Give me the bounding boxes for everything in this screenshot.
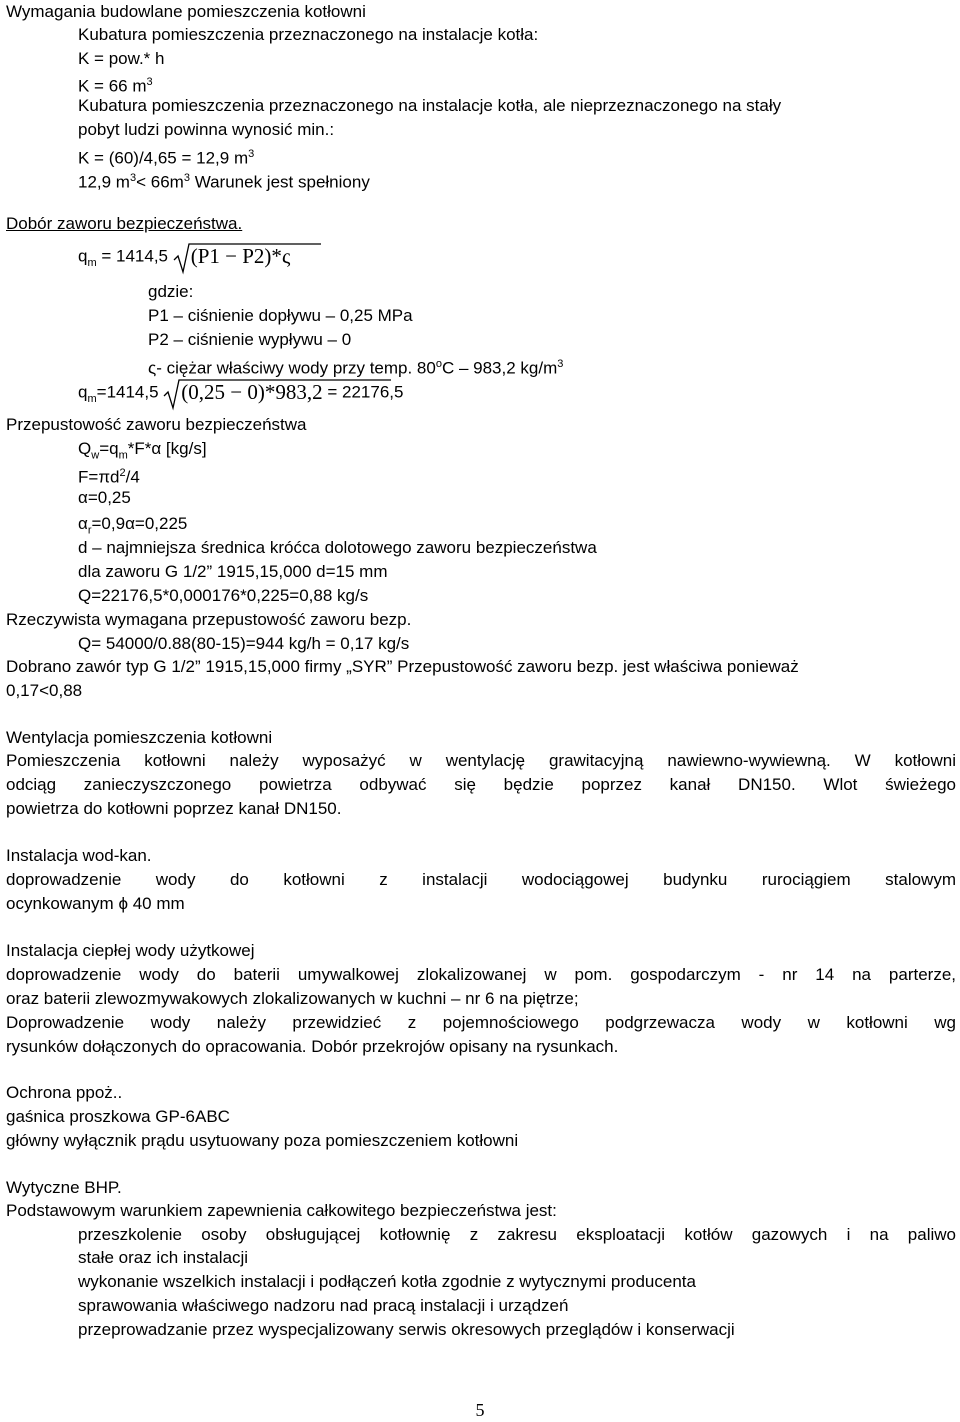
formula-line: Q= 54000/0.88(80-15)=944 kg/h = 0,17 kg/s	[78, 634, 410, 653]
sqrt-sign-icon	[173, 242, 323, 276]
text-line: rysunków dołączonych do opracowania. Dobór przekrojów opisany na rysunkach.	[6, 1037, 619, 1056]
formula-line: $Q_w=q_m*F*\alpha$ [kg/s]	[78, 439, 207, 462]
text-line: ς- ciężar właściwy wody przy temp. 80$^o$C – 983,2 $kg/m^3$	[148, 358, 564, 378]
section-heading-bhp: Wytyczne BHP.	[6, 1178, 122, 1197]
text-line: Doprowadzenie wody należy przewidzieć z pojemnościowego podgrzewacza wody w kotłowni wg	[6, 1013, 956, 1032]
text-line: odciąg zanieczyszczonego powietrza odbywać się będzie poprzez kanał DN150. Wlot świeżego	[6, 775, 956, 794]
text-line: Podstawowym warunkiem zapewnienia całkowitego bezpieczeństwa jest:	[6, 1201, 557, 1220]
formula-line: Q=22176,5*0,000176*0,225=0,88 kg/s	[78, 586, 369, 605]
text-line: P1 – ciśnienie dopływu – 0,25 MPa	[148, 306, 413, 325]
sqrt-symbol: (P1 − P2)*ς	[173, 246, 291, 268]
text-line: doprowadzenie wody do baterii umywalkowej zlokalizowanej w pom. gospodarczym - nr 14 na parterze,	[6, 965, 956, 984]
formula-line: α=0,25	[78, 488, 131, 507]
page-number: 5	[475, 1400, 485, 1420]
section-heading-fire: Ochrona ppoż..	[6, 1083, 123, 1102]
text-line: stałe oraz ich instalacji	[78, 1248, 249, 1267]
section-heading-water: Instalacja wod-kan.	[6, 846, 152, 865]
formula-qm: $q_m = 1414,5$ (P1 − P2)*ς	[78, 246, 290, 273]
text-line: sprawowania właściwego nadzoru nad pracą instalacji i urządzeń	[78, 1296, 569, 1315]
text-line: Kubatura pomieszczenia przeznaczonego na instalacje kotła, ale nieprzeznaczonego na stały	[78, 96, 782, 115]
text-line: Kubatura pomieszczenia przeznaczonego na instalacje kotła:	[78, 25, 539, 44]
formula-line: $F=\pi d^2/4$	[78, 467, 140, 487]
text-line: Przepustowość zaworu bezpieczeństwa	[6, 415, 307, 434]
text-line: powietrza do kotłowni poprzez kanał DN150.	[6, 799, 342, 818]
condition-line: 12,9 $m^3< 66m^3$ Warunek jest spełniony	[78, 172, 370, 192]
text-line: pobyt ludzi powinna wynosić min.:	[78, 120, 335, 139]
text-line: doprowadzenie wody do kotłowni z instalacji wodociągowej budynku rurociągiem stalowym	[6, 870, 956, 889]
section-heading-hot-water: Instalacja ciepłej wody użytkowej	[6, 941, 255, 960]
text-line: gaśnica proszkowa GP-6ABC	[6, 1107, 230, 1126]
formula-line: K = pow.* h	[78, 49, 165, 68]
section-heading-ventilation: Wentylacja pomieszczenia kotłowni	[6, 728, 273, 747]
text-line: przeszkolenie osoby obsługującej kotłownię z zakresu eksploatacji kotłów gazowych i na paliwo	[78, 1225, 956, 1244]
sqrt-symbol: (0,25 − 0)*983,2	[163, 382, 322, 404]
text-line: P2 – ciśnienie wypływu – 0	[148, 330, 352, 349]
text-line: Pomieszczenia kotłowni należy wyposażyć w wentylację grawitacyjną nawiewno-wywiewną. W kotłowni	[6, 751, 956, 770]
text-line: przeprowadzanie przez wyspecjalizowany serwis okresowych przeglądów i konserwacji	[78, 1320, 735, 1339]
text-line: ocynkowanym ϕ 40 mm	[6, 894, 185, 913]
text-line: d – najmniejsza średnica króćca dolotowego zaworu bezpieczeństwa	[78, 538, 597, 557]
text-line: Dobrano zawór typ G 1/2” 1915,15,000 firmy „SYR” Przepustowość zaworu bezp. jest właściwa ponieważ	[6, 657, 799, 676]
section-heading-valve: Dobór zaworu bezpieczeństwa.	[6, 214, 243, 233]
text-line: oraz baterii zlewozmywakowych zlokalizowanych w kuchni – nr 6 na piętrze;	[6, 989, 579, 1008]
section-heading-boiler-room: Wymagania budowlane pomieszczenia kotłowni	[6, 2, 366, 21]
text-line: Rzeczywista wymagana przepustowość zaworu bezp.	[6, 610, 412, 629]
text-line: 0,17<0,88	[6, 681, 83, 700]
formula-qm-result: $q_m=1414,5$ (0,25 − 0)*983,2 = 22176,5	[78, 382, 403, 409]
text-line: wykonanie wszelkich instalacji i podłączeń kotła zgodnie z wytycznymi producenta	[78, 1272, 696, 1291]
formula-line: K = 66 $m^3$	[78, 76, 153, 96]
formula-line: K = (60)/4,65 = 12,9 $m^3$	[78, 148, 255, 168]
text-line: główny wyłącznik prądu usytuowany poza pomieszczeniem kotłowni	[6, 1131, 519, 1150]
text-line: dla zaworu G 1/2” 1915,15,000 d=15 mm	[78, 562, 388, 581]
sqrt-sign-icon	[163, 378, 393, 412]
formula-line: $\alpha_r=0,9\alpha=0,225$	[78, 514, 188, 537]
text-line: gdzie:	[148, 282, 194, 301]
